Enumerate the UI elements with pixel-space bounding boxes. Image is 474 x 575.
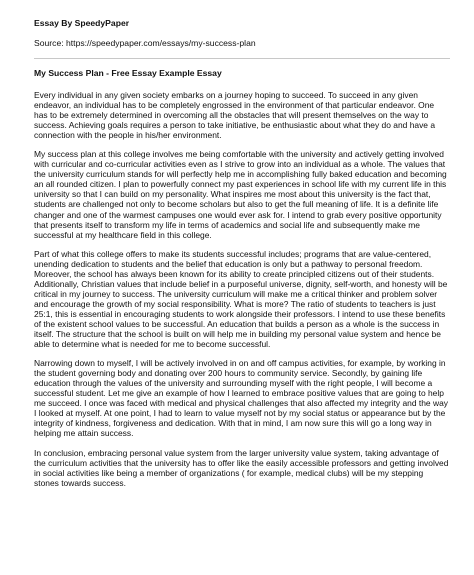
essay-paragraph: My success plan at this college involves me being comfortable with the university and actively getting involved with curricular and co-curricular activities even as I strive to grow into an individual as a whole. The values that the university curriculum stands for will perfectly help me in accomplishing fully baked education and becoming an all rounded citizen. I plan to powerfully connect my past experiences in school life with my current life in this university so that I can build on my personality. What inspires me most about this university is the fact that, students are challenged not only to become scholars but also to get the full meaning of life. It is a definite life changer and one of the warmest campuses one would ever ask for. I intend to grab every positive opportunity that presents itself to transform my life in terms of academics and social life and subsequently make me successful at my healthcare field in this college. xyxy=(34,149,447,240)
essay-body xyxy=(34,90,450,488)
source-url[interactable]: https://speedypaper.com/essays/my-success-plan xyxy=(66,38,256,48)
essay-title: My Success Plan - Free Essay Example Essay xyxy=(34,68,222,78)
source-label: Source: xyxy=(34,38,64,48)
site-title: Essay By SpeedyPaper xyxy=(34,18,130,28)
essay-paragraph: Every individual in any given society embarks on a journey hoping to succeed. To succeed in any given endeavor, an individual has to be completely engrossed in the environment of that particular endeavor. One has to be extremely determined in overcoming all the obstacles that will present themselves on the way to success. Achieving goals requires a person to take initiative, be enthusiastic about what they do and have a connection with the people in his/her environment. xyxy=(34,90,436,141)
essay-paragraph: Part of what this college offers to make its students successful includes; programs that are value-centered, unending dedication to students and the belief that education is only but a pathway to personal freedom. Moreover, the school has always been known for its ability to create principled citizens out of their students. Additionally, Christian values that include belief in a purposeful universe, dignity, self-worth, and honesty will be critical in my journey to success. The university curriculum will make me a critical thinker and problem solver and encourage the growth of my social responsibility. What is more? The ratio of students to teachers is just 25:1, this is essential in encouraging students to work alongside their professors. I intend to use these benefits of the existent school values to be successful. An education that builds a person as a whole is the success in itself. The structure that the school is built on will help me in building my personal value system and hence be able to determine what is needed for me to become successful. xyxy=(34,248,448,350)
source-line xyxy=(34,38,450,49)
essay-paragraph: Narrowing down to myself, I will be actively involved in on and off campus activities, for example, by working in the student governing body and donating over 200 hours to community service. Secondly, by gaining life education through the values of the university and surrounding myself with the right people, I will become a successful student. Let me give an example of how I learned to embrace positive values that are going to help me succeed. I once was faced with medical and physical challenges that also affected my integrity and the way I looked at myself. At one point, I had to learn to value myself not by my social status or appearance but by the integrity of kindness, forgiveness and dedication. With that in mind, I am now sure this will go a long way in helping me attain success. xyxy=(34,358,448,439)
essay-paragraph: In conclusion, embracing personal value system from the larger university value system, taking advantage of the curriculum activities that the university has to offer like the easily accessible professors and getting involved in social activities like being a member of organizations ( for example, medical clubs) will be my stepping stones towards success. xyxy=(34,447,449,488)
header-divider xyxy=(34,58,450,59)
